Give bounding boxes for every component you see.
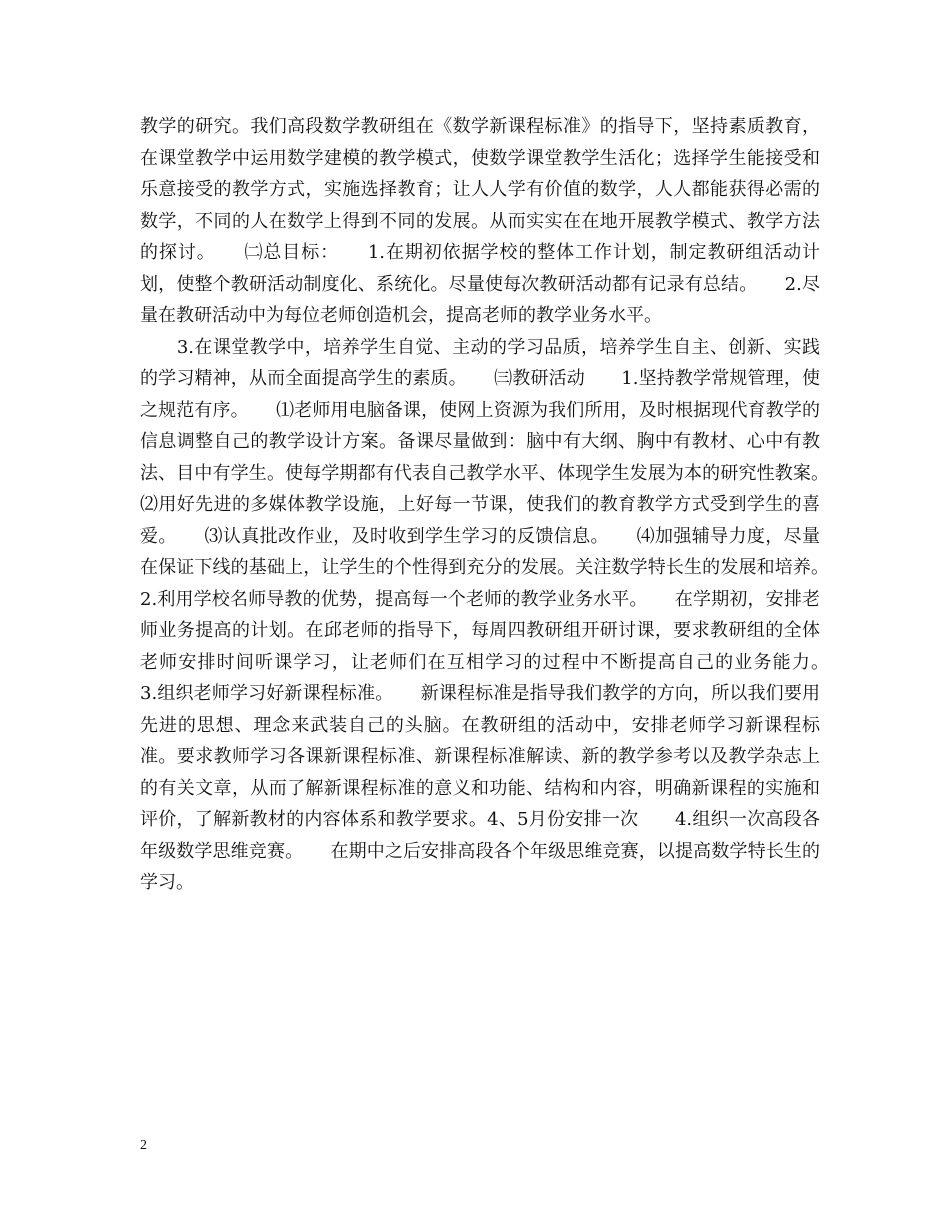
- page-number: 2: [140, 1138, 147, 1153]
- body-paragraph: 教学的研究。我们高段数学教研组在《数学新课程标准》的指导下，坚持素质教育，在课堂教学中运用数学建模的教学模式，使数学课堂教学生活化；选择学生能接受和乐意接受的教学方式，实施选择教育；让人人学有价值的数学，人人都能获得必需的数学，不同的人在数学上得到不同的发展。从而实实在在地开展教学模式、教学方法的探讨。 ㈡总目标： 1.在期初依据学校的整体工作计划，制定教研组活动计划，使整个教研活动制度化、系统化。尽量使每次教研活动都有记录有总结。 2.尽量在教研活动中为每位老师创造机会，提高老师的教学业务水平。 3.在课堂教学中，培养学生自觉、主动的学习品质，培养学生自主、创新、实践的学习精神，从而全面提高学生的素质。 ㈢教研活动 1.坚持教学常规管理，使之规范有序。 ⑴老师用电脑备课，使网上资源为我们所用，及时根据现代育教学的信息调整自己的教学设计方案。备课尽量做到：脑中有大纲、胸中有教材、心中有教法、目中有学生。使每学期都有代表自己教学水平、体现学生发展为本的研究性教案。 ⑵用好先进的多媒体教学设施，上好每一节课，使我们的教育教学方式受到学生的喜爱。 ⑶认真批改作业，及时收到学生学习的反馈信息。 ⑷加强辅导力度，尽量在保证下线的基础上，让学生的个性得到充分的发展。关注数学特长生的发展和培养。 2.利用学校名师导教的优势，提高每一个老师的教学业务水平。 在学期初，安排老师业务提高的计划。在邱老师的指导下，每周四教研组开研讨课，要求教研组的全体老师安排时间听课学习，让老师们在互相学习的过程中不断提高自己的业务能力。 3.组织老师学习好新课程标准。 新课程标准是指导我们教学的方向，所以我们要用先进的思想、理念来武装自己的头脑。在教研组的活动中，安排老师学习新课程标准。要求教师学习各课新课程标准、新课程标准解读、新的教学参考以及教学杂志上的有关文章，从而了解新课程标准的意义和功能、结构和内容，明确新课程的实施和评价，了解新教材的内容体系和教学要求。4、5月份安排一次 4.组织一次高段各年级数学思维竞赛。 在期中之后安排高段各个年级思维竞赛，以提高数学特长生的学习。: [140, 116, 820, 893]
